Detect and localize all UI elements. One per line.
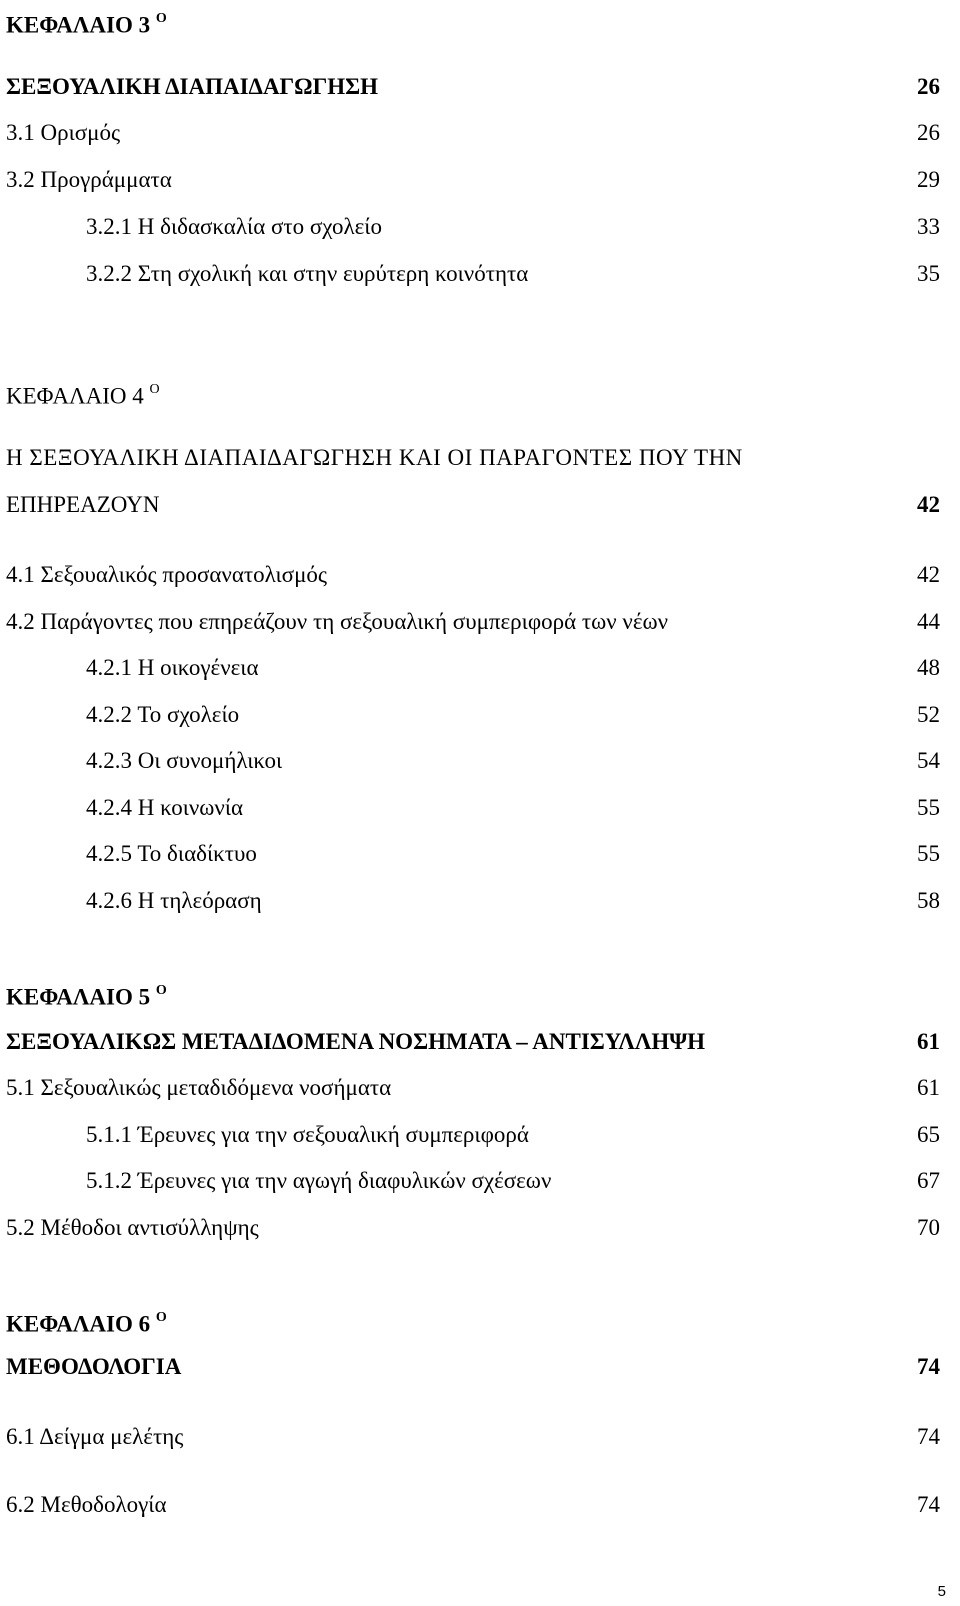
page-ref: 54	[917, 748, 940, 773]
entry-title: 4.1 Σεξουαλικός προσανατολισμός	[6, 562, 328, 587]
chapter-superscript: Ο	[155, 983, 167, 998]
toc-entry	[0, 257, 960, 291]
chapter-label: ΚΕΦΑΛΑΙΟ 5	[6, 984, 151, 1010]
page-ref: 74	[917, 1492, 940, 1517]
chapter-3-heading	[6, 4, 167, 43]
page-ref: 35	[917, 261, 940, 286]
chapter-4-title-row	[0, 441, 960, 475]
chapter-label: ΚΕΦΑΛΑΙΟ 3	[6, 12, 151, 38]
chapter-title: ΜΕΘΟΔΟΛΟΓΙΑ	[6, 1354, 182, 1379]
page-ref: 55	[917, 795, 940, 820]
entry-title: 5.1.1 Έρευνες για την σεξουαλική συμπεριφορά	[86, 1122, 529, 1147]
entry-title: 3.2 Προγράμματα	[6, 167, 172, 192]
toc-entry	[0, 1211, 960, 1245]
chapter-label: ΚΕΦΑΛΑΙΟ 4	[6, 383, 144, 409]
page-ref: 29	[917, 167, 940, 192]
toc-entry	[0, 837, 960, 871]
page-ref: 65	[917, 1122, 940, 1147]
page-ref: 26	[917, 120, 940, 145]
page-ref: 70	[917, 1215, 940, 1240]
toc-entry	[0, 1488, 960, 1522]
chapter-title: ΣΕΞΟΥΑΛΙΚΗ ΔΙΑΠΑΙΔΑΓΩΓΗΣΗ	[6, 74, 379, 99]
entry-title: 4.2.1 Η οικογένεια	[86, 655, 259, 680]
chapter-3-title-row	[0, 70, 960, 104]
chapter-superscript: Ο	[155, 11, 167, 26]
toc-entry	[0, 605, 960, 639]
chapter-superscript: Ο	[149, 382, 160, 397]
entry-title: 3.2.1 Η διδασκαλία στο σχολείο	[86, 214, 382, 239]
toc-entry	[0, 163, 960, 197]
chapter-6-title-row	[0, 1350, 960, 1384]
toc-entry	[0, 698, 960, 732]
entry-title: 3.2.2 Στη σχολική και στην ευρύτερη κοινότητα	[86, 261, 529, 286]
chapter-title-continued: ΕΠΗΡΕΑΖΟΥΝ	[6, 492, 160, 517]
entry-title: 4.2.4 Η κοινωνία	[86, 795, 244, 820]
page-ref: 74	[917, 1354, 940, 1379]
toc-entry	[0, 884, 960, 918]
entry-title: 4.2.5 Το διαδίκτυο	[86, 841, 257, 866]
page-ref: 67	[917, 1168, 940, 1193]
page-ref: 44	[917, 609, 940, 634]
page-ref: 42	[917, 492, 940, 517]
page-ref: 48	[917, 655, 940, 680]
chapter-4-title-row-2	[0, 488, 960, 522]
toc-entry	[0, 1420, 960, 1454]
toc-entry	[0, 116, 960, 150]
chapter-superscript: Ο	[155, 1310, 167, 1325]
toc-entry	[0, 1118, 960, 1152]
page-number: 5	[937, 1583, 946, 1600]
entry-title: 6.2 Μεθοδολογία	[6, 1492, 167, 1517]
toc-entry	[0, 744, 960, 778]
entry-title: 5.1 Σεξουαλικώς μεταδιδόμενα νοσήματα	[6, 1075, 392, 1100]
page-ref: 61	[917, 1075, 940, 1100]
toc-entry	[0, 558, 960, 592]
chapter-title: Η ΣΕΞΟΥΑΛΙΚΗ ΔΙΑΠΑΙΔΑΓΩΓΗΣΗ ΚΑΙ ΟΙ ΠΑΡΑΓΟΝΤΕΣ ΠΟΥ ΤΗΝ	[6, 445, 743, 470]
toc-entry	[0, 210, 960, 244]
page-ref: 26	[917, 74, 940, 99]
entry-title: 4.2.6 Η τηλεόραση	[86, 888, 262, 913]
page-ref: 58	[917, 888, 940, 913]
chapter-4-heading	[6, 375, 160, 414]
entry-title: 3.1 Ορισμός	[6, 120, 121, 145]
entry-title: 6.1 Δείγμα μελέτης	[6, 1424, 184, 1449]
toc-entry	[0, 791, 960, 825]
page-ref: 74	[917, 1424, 940, 1449]
chapter-5-heading	[6, 976, 167, 1015]
entry-title: 4.2.3 Οι συνομήλικοι	[86, 748, 283, 773]
toc-entry	[0, 1164, 960, 1198]
page-ref: 42	[917, 562, 940, 587]
toc-entry	[0, 651, 960, 685]
page-ref: 33	[917, 214, 940, 239]
entry-title: 5.2 Μέθοδοι αντισύλληψης	[6, 1215, 259, 1240]
entry-title: 4.2 Παράγοντες που επηρεάζουν τη σεξουαλική συμπεριφορά των νέων	[6, 609, 669, 634]
entry-title: 5.1.2 Έρευνες για την αγωγή διαφυλικών σχέσεων	[86, 1168, 552, 1193]
entry-title: 4.2.2 Το σχολείο	[86, 702, 240, 727]
toc-entry	[0, 1071, 960, 1105]
chapter-6-heading	[6, 1303, 167, 1342]
chapter-5-title-row	[0, 1025, 960, 1059]
page-ref: 52	[917, 702, 940, 727]
chapter-title: ΣΕΞΟΥΑΛΙΚΩΣ ΜΕΤΑΔΙΔΟΜΕΝΑ ΝΟΣΗΜΑΤΑ – ΑΝΤΙΣΥΛΛΗΨΗ	[6, 1029, 706, 1054]
page-ref: 61	[917, 1029, 940, 1054]
chapter-label: ΚΕΦΑΛΑΙΟ 6	[6, 1311, 151, 1337]
page-ref: 55	[917, 841, 940, 866]
